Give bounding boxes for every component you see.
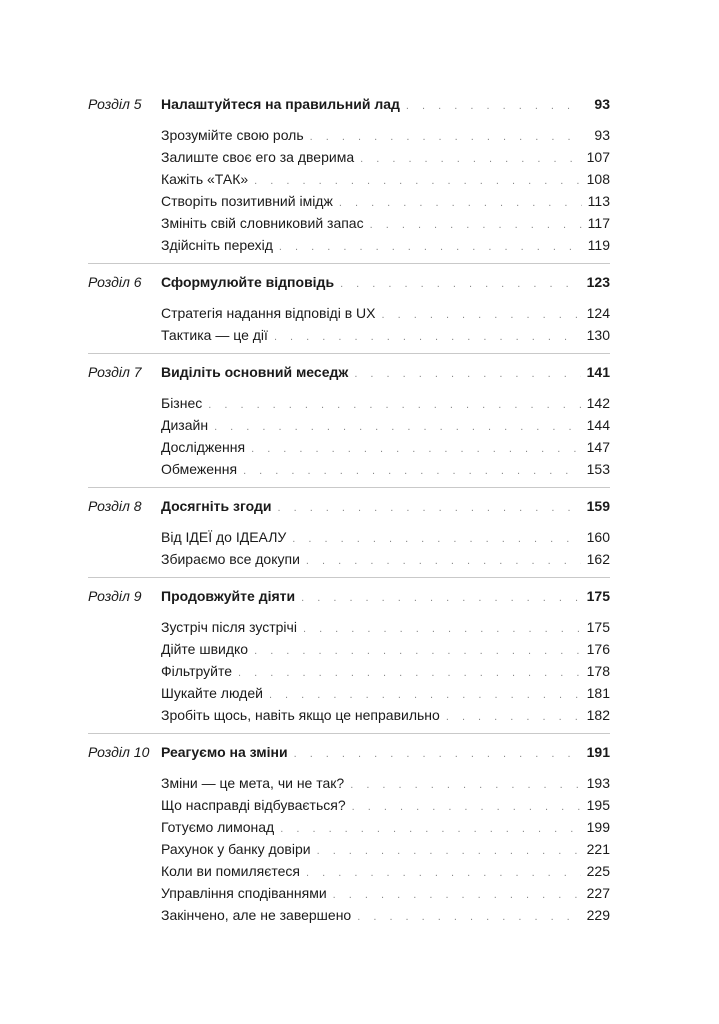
section-title: Від ІДЕЇ до ІДЕАЛУ: [161, 526, 292, 548]
section-page-number: 225: [581, 860, 610, 882]
dot-leader: [243, 460, 581, 482]
chapter-block: [88, 494, 610, 578]
dot-leader: [317, 840, 581, 862]
section-page-number: 93: [582, 124, 610, 146]
chapter-page-number: 191: [581, 740, 610, 764]
chapter-title: Реагуємо на зміни: [161, 740, 294, 764]
section-row[interactable]: [88, 638, 610, 660]
dot-leader: [269, 684, 581, 706]
section-title: Бізнес: [161, 392, 208, 414]
chapter-row[interactable]: [88, 92, 610, 116]
dot-leader: [303, 618, 581, 640]
section-row[interactable]: [88, 860, 610, 882]
chapter-block: [88, 270, 610, 354]
section-row[interactable]: [88, 414, 610, 436]
section-row[interactable]: [88, 190, 610, 212]
section-row[interactable]: [88, 146, 610, 168]
chapter-page-number: 175: [581, 584, 610, 608]
section-page-number: 175: [581, 616, 610, 638]
section-page-number: 162: [581, 548, 610, 570]
section-title: Обмеження: [161, 458, 243, 480]
section-page-number: 153: [581, 458, 610, 480]
dot-leader: [306, 550, 581, 572]
section-page-number: 178: [581, 660, 610, 682]
section-row[interactable]: [88, 682, 610, 704]
section-page-number: 130: [581, 324, 610, 346]
section-title: Дійте швидко: [161, 638, 254, 660]
dot-leader: [254, 170, 580, 192]
chapter-label: Розділ 9: [88, 588, 142, 604]
chapter-label: Розділ 10: [88, 744, 150, 760]
section-title: Фільтруйте: [161, 660, 238, 682]
section-page-number: 181: [581, 682, 610, 704]
section-row[interactable]: [88, 904, 610, 926]
section-page-number: 160: [581, 526, 610, 548]
section-page-number: 176: [581, 638, 610, 660]
dot-leader: [279, 236, 582, 258]
chapter-row[interactable]: [88, 360, 610, 384]
section-title: Дизайн: [161, 414, 214, 436]
section-page-number: 229: [581, 904, 610, 926]
section-page-number: 113: [582, 190, 610, 212]
section-title: Збираємо все докупи: [161, 548, 306, 570]
section-title: Залиште своє его за дверима: [161, 146, 360, 168]
section-title: Закінчено, але не завершено: [161, 904, 357, 926]
chapter-block: [88, 92, 610, 264]
dot-leader: [301, 587, 581, 609]
chapter-title: Продовжуйте діяти: [161, 584, 301, 608]
chapter-label: Розділ 5: [88, 96, 142, 112]
chapter-row[interactable]: [88, 270, 610, 294]
section-page-number: 182: [581, 704, 610, 726]
section-title: Шукайте людей: [161, 682, 269, 704]
section-page-number: 124: [581, 302, 610, 324]
section-title: Управління сподіваннями: [161, 882, 333, 904]
dot-leader: [357, 906, 580, 928]
chapter-title: Виділіть основний меседж: [161, 360, 354, 384]
section-row[interactable]: [88, 838, 610, 860]
dot-leader: [382, 304, 581, 326]
section-title: Зміни — це мета, чи не так?: [161, 772, 350, 794]
section-page-number: 193: [581, 772, 610, 794]
chapter-block: [88, 584, 610, 734]
section-title: Здійсніть перехід: [161, 234, 279, 256]
section-row[interactable]: [88, 882, 610, 904]
section-title: Готуємо лимонад: [161, 816, 280, 838]
chapter-title: Досягніть згоди: [161, 494, 277, 518]
dot-leader: [310, 126, 582, 148]
section-title: Дослідження: [161, 436, 251, 458]
section-row[interactable]: [88, 302, 610, 324]
dot-leader: [352, 796, 581, 818]
chapter-page-number: 141: [581, 360, 610, 384]
chapter-page-number: 123: [581, 270, 610, 294]
dot-leader: [360, 148, 581, 170]
section-row[interactable]: [88, 436, 610, 458]
section-page-number: 195: [581, 794, 610, 816]
chapter-block: [88, 360, 610, 488]
section-row[interactable]: [88, 794, 610, 816]
section-page-number: 142: [581, 392, 610, 414]
chapter-row[interactable]: [88, 584, 610, 608]
section-row[interactable]: [88, 704, 610, 726]
section-title: Стратегія надання відповіді в UX: [161, 302, 382, 324]
section-row[interactable]: [88, 526, 610, 548]
chapter-block: [88, 740, 610, 933]
section-row[interactable]: [88, 212, 610, 234]
section-page-number: 227: [581, 882, 610, 904]
dot-leader: [306, 862, 581, 884]
section-row[interactable]: [88, 772, 610, 794]
dot-leader: [254, 640, 581, 662]
dot-leader: [280, 818, 580, 840]
section-row[interactable]: [88, 616, 610, 638]
section-title: Що насправді відбувається?: [161, 794, 352, 816]
chapter-page-number: 159: [581, 494, 610, 518]
section-page-number: 147: [581, 436, 610, 458]
section-title: Зустріч після зустрічі: [161, 616, 303, 638]
dot-leader: [292, 528, 580, 550]
chapter-label: Розділ 6: [88, 274, 142, 290]
dot-leader: [214, 416, 581, 438]
section-row[interactable]: [88, 816, 610, 838]
section-title: Зрозумійте свою роль: [161, 124, 310, 146]
dot-leader: [446, 706, 581, 728]
dot-leader: [354, 363, 580, 385]
section-row[interactable]: [88, 548, 610, 570]
chapter-row[interactable]: [88, 494, 610, 518]
section-title: Тактика — це дії: [161, 324, 274, 346]
section-row[interactable]: [88, 660, 610, 682]
section-page-number: 199: [581, 816, 610, 838]
chapter-page-number: 93: [582, 92, 610, 116]
section-page-number: 107: [581, 146, 610, 168]
section-title: Коли ви помиляєтеся: [161, 860, 306, 882]
chapter-title: Сформулюйте відповідь: [161, 270, 340, 294]
dot-leader: [294, 743, 581, 765]
section-row[interactable]: [88, 392, 610, 414]
section-page-number: 144: [581, 414, 610, 436]
dot-leader: [277, 497, 580, 519]
dot-leader: [350, 774, 580, 796]
section-page-number: 117: [582, 212, 610, 234]
section-title: Змініть свій словниковий запас: [161, 212, 370, 234]
section-row[interactable]: [88, 168, 610, 190]
dot-leader: [208, 394, 580, 416]
dot-leader: [333, 884, 581, 906]
dot-leader: [340, 273, 581, 295]
dot-leader: [406, 95, 582, 117]
section-page-number: 221: [581, 838, 610, 860]
section-row[interactable]: [88, 234, 610, 256]
section-row[interactable]: [88, 124, 610, 146]
dot-leader: [274, 326, 581, 348]
chapter-label: Розділ 8: [88, 498, 142, 514]
section-title: Кажіть «ТАК»: [161, 168, 254, 190]
section-title: Створіть позитивний імідж: [161, 190, 339, 212]
chapter-title: Налаштуйтеся на правильний лад: [161, 92, 406, 116]
section-page-number: 108: [581, 168, 610, 190]
section-row[interactable]: [88, 458, 610, 480]
section-row[interactable]: [88, 324, 610, 346]
section-page-number: 119: [582, 234, 610, 256]
chapter-row[interactable]: [88, 740, 610, 764]
chapter-label: Розділ 7: [88, 364, 142, 380]
dot-leader: [251, 438, 581, 460]
dot-leader: [339, 192, 582, 214]
dot-leader: [238, 662, 581, 684]
section-title: Зробіть щось, навіть якщо це неправильно: [161, 704, 446, 726]
dot-leader: [370, 214, 582, 236]
table-of-contents: [88, 92, 610, 939]
section-title: Рахунок у банку довіри: [161, 838, 317, 860]
